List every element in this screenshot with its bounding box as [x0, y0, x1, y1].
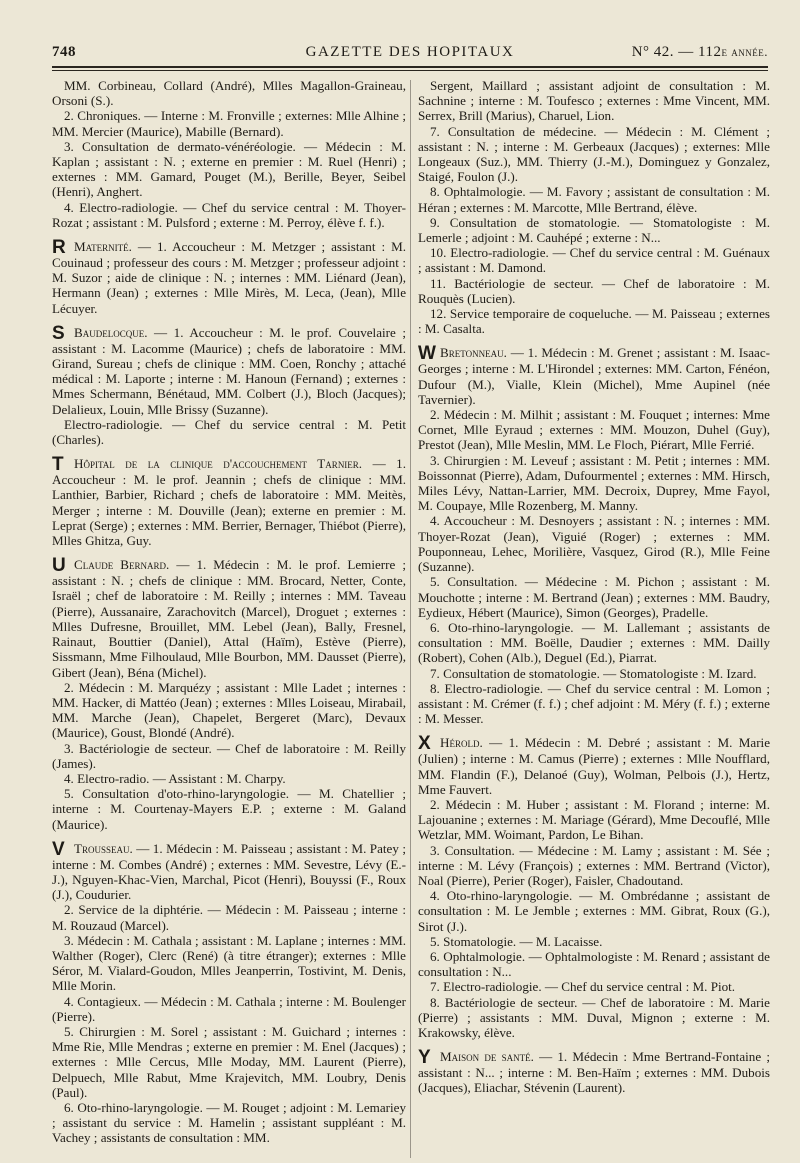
column-divider	[410, 80, 411, 1158]
entry-text: 10. Electro-radiologie. — Chef du service central : M. Guénaux ; assistant : M. Damond.	[418, 245, 770, 276]
entry-paragraph	[418, 949, 770, 979]
section-letter: Y	[418, 1047, 431, 1069]
entry-paragraph	[52, 933, 406, 994]
entry-text: 4. Accoucheur : M. Desnoyers ; assistant : N. ; internes : MM. Thoyer-Rozat (Jean), Viguié (Roger) ; externes : MM. Pouponneau, Lehec, Morilière, Vasquez, Girod (R.), Mlle Feine (Suzanne).	[418, 513, 770, 575]
entry-text: 6. Oto-rhino-laryngologie. — M. Lallemant ; assistants de consultation : MM. Boëlle, Daudier ; externes : MM. Dailly (Robert), Cohen (Alb.), Deguel (Ed.), Piarrat.	[418, 619, 770, 666]
entry-text: 4. Electro-radiologie. — Chef du service central : M. Thoyer-Rozat ; assistant : M. Pulsford ; externe : M. Perroy, élève f. f.).	[52, 199, 406, 230]
entry-text: 3. Médecin : M. Cathala ; assistant : M. Laplane ; internes : MM. Walther (Roger), Clerc (René) (à titre étranger); externes : Mlle Séror, M. Vialard-Goudon, Mlles Jeanperrin, Tostivint, M. Denis, Mlle Morin.	[52, 932, 406, 994]
entry-paragraph	[418, 574, 770, 620]
hospital-entry	[418, 735, 770, 1040]
entry-paragraph	[418, 407, 770, 453]
entry-text: 4. Electro-radio. — Assistant : M. Charpy.	[64, 770, 286, 786]
entry-paragraph	[418, 843, 770, 889]
entry-text: 11. Bactériologie de secteur. — Chef de laboratoire : M. Rouquès (Lucien).	[418, 275, 770, 306]
entry-paragraph	[52, 680, 406, 741]
continued-entry	[418, 78, 770, 336]
right-column	[418, 78, 770, 1158]
entry-text: 3. Consultation de dermato-vénéréologie. — Médecin : M. Kaplan ; assistant : N. ; externe en premier : M. Ruel (Henri) ; externes : MM. Gamard, Pouget (M.), Berille, Beyer, Seibel (Henri), Anghert.	[52, 138, 406, 200]
entry-paragraph	[52, 786, 406, 832]
section-letter: W	[418, 343, 436, 365]
entry-paragraph	[52, 741, 406, 771]
entry-paragraph	[418, 306, 770, 336]
entry-text: 8. Bactériologie de secteur. — Chef de laboratoire : M. Marie (Pierre) ; assistants : MM. Duval, Mignon ; externe : M. Krakowsky, élève.	[418, 994, 770, 1040]
hospital-entry	[52, 239, 406, 316]
hospital-entry	[418, 345, 770, 726]
entry-text: 5. Consultation. — Médecine : M. Pichon ; assistant : M. Mouchotte ; interne : M. Bertrand (Jean) ; externes : MM. Baudry, Eydieux, Hébert (Maurice), Simon (Georges), Pradelle.	[418, 574, 770, 620]
entry-paragraph	[52, 200, 406, 230]
entry-text: — 1. Médecin : M. Debré ; assistant : M. Marie (Julien) ; interne : M. Camus (Pierre) ; externes : Mlle Noufflard, MM. Flandin (F.), Delanoé (Guy), Wolman, Pelbois (J.), Hertz, Mme Fauvert.	[418, 735, 770, 797]
left-column	[52, 78, 406, 1158]
entry-text: — 1. Accoucheur : M. le prof. Couvelaire ; assistant : M. Lacomme (Maurice) ; chefs de laboratoire : MM. Girand, Sureau ; chefs de clinique : MM. Coen, Ronchy ; attaché médical : M. Laporte ; interne : M. Hanoun (Fernand) ; externes : Mmes Schermann, Bénétaud, MM. Colbert (J.), Bloch (Jacques); Delalieux, Louin, Mlle Brissy (Suzanne).	[52, 324, 406, 417]
entry-text: 5. Chirurgien : M. Sorel ; assistant : M. Guichard ; internes : Mme Rie, Mlle Mendras ; externe en premier : M. Enel (Jacques) ; externes : Mlle Cercus, Mlle Moday, MM. Laurent (Pierre), Delpuech, Mlle Rabut, Mme Krajevitch, MM. Loubry, Denis (Paul).	[52, 1023, 406, 1100]
page-header	[52, 40, 768, 68]
entry-text: 4. Oto-rhino-laryngologie. — M. Ombrédanne ; assistant de consultation : M. Le Jemble ; externes : MM. Gibrat, Roux (G.), Sirot (J.).	[418, 888, 770, 934]
hospital-name: Claude Bernard.	[74, 557, 170, 573]
entry-text: 4. Contagieux. — Médecin : M. Cathala ; interne : M. Boulenger (Pierre).	[52, 993, 406, 1024]
entry-paragraph	[418, 995, 770, 1041]
journal-title: GAZETTE DES HOPITAUX	[305, 44, 515, 60]
entry-text: 5. Stomatologie. — M. Lacaisse.	[430, 933, 603, 949]
entry-text: 7. Electro-radiologie. — Chef du service central : M. Piot.	[430, 979, 736, 995]
entry-text: 7. Consultation de stomatologie. — Stomatologiste : M. Izard.	[430, 665, 757, 681]
entry-text: 3. Chirurgien : M. Leveuf ; assistant : M. Petit ; internes : MM. Boissonnat (Pierre), Adam, Dufourmentel ; externes : MM. Hirsch, Miles Lévy, Nattan-Larrier, MM. Decroix, Duprey, Mme Fayol, M. Coupaye, Mlle Rozenberg, M. Manny.	[418, 452, 770, 514]
entry-text: 2. Médecin : M. Milhit ; assistant : M. Fouquet ; internes: Mme Cornet, Mlle Eyraud ; externes : MM. Mouzon, Duhel (Guy), Prestot (Jean), Mlle Meslin, MM. Le Floch, Piérart, Mlle Ferrié.	[418, 407, 770, 453]
entry-paragraph	[418, 735, 770, 797]
hospital-name: Bretonneau.	[440, 345, 507, 361]
entry-paragraph	[418, 797, 770, 843]
entry-text: — 1. Accoucheur : M. Metzger ; assistant : M. Couinaud ; professeur des cours : M. Metzger ; professeur adjoint : M. Suzor ; aide de clinique : N. ; internes : MM. Liénard (Jean), Hermann (Jean) ; externes : Mlle Mirès, M. Leca, (Jean), Mlle Lécuyer.	[52, 239, 406, 316]
entry-text: 7. Consultation de médecine. — Médecin : M. Clément ; assistant : N. ; interne : M. Gerbeaux (Jacques) ; externes: Mlle Longeaux (Suz.), MM. Thierry (J.-M.), Dominguez y Gonzalez, Staigé, Foulon (J.).	[418, 123, 770, 185]
entry-paragraph	[418, 681, 770, 727]
entry-text: 6. Ophtalmologie. — Ophtalmologiste : M. Renard ; assistant de consultation : N...	[418, 948, 770, 980]
entry-text: — 1. Médecin : M. Grenet ; assistant : M. Isaac-Georges ; interne : M. L'Hirondel ; externes: MM. Carton, Fénéon, Dufour (M.), Vialle, Klein (Michel), Mme Aupinel (née Tavernier).	[418, 345, 770, 407]
hospital-name: Hôpital de la clinique d'accouchement Tarnier.	[74, 456, 363, 472]
entry-text: Sergent, Maillard ; assistant adjoint de consultation : M. Sachnine ; interne : M. Toufesco ; externes : Mme Vincent, MM. Serrex, Brill (Marius), Charuel, Lion.	[418, 78, 770, 124]
entry-text: 2. Médecin : M. Marquézy ; assistant : Mlle Ladet ; internes : MM. Hacker, di Mattéo (Jean) ; externes : Mlles Loiseau, Mirabail, MM. Marche (Jean), Chapelet, Bergeret (Marc), Devaux (Maurice), Goust, Blondé (André).	[52, 679, 406, 741]
entry-text: 2. Service de la diphtérie. — Médecin : M. Paisseau ; interne : M. Rouzaud (Marcel).	[52, 902, 406, 933]
entry-text: 3. Consultation. — Médecine : M. Lamy ; assistant : M. Sée ; interne : M. Lévy (François) ; externes : MM. Bertrand (Victor), Noal (Pierre), Perier (Roger), Faisler, Chadoutand.	[418, 842, 770, 888]
hospital-name: Trousseau.	[74, 840, 133, 856]
entry-text: MM. Corbineau, Collard (André), Mlles Magallon-Graineau, Orsoni (S.).	[52, 78, 406, 109]
entry-paragraph	[418, 124, 770, 185]
entry-paragraph	[418, 78, 770, 124]
entry-paragraph	[418, 345, 770, 407]
entry-paragraph	[418, 513, 770, 574]
entry-text: 9. Consultation de stomatologie. — Stomatologiste : M. Lemerle ; adjoint : M. Cauhépé ; externe : N...	[418, 214, 770, 246]
hospital-name: Baudelocque.	[74, 324, 148, 340]
section-letter: V	[52, 838, 65, 860]
entry-text: 8. Ophtalmologie. — M. Favory ; assistant de consultation : M. Héran ; externes : M. Marcotte, Mlle Bertrand, élève.	[418, 184, 770, 215]
section-letter: X	[418, 733, 431, 755]
entry-paragraph	[52, 838, 406, 903]
entry-paragraph	[52, 1100, 406, 1146]
hospital-entry	[52, 557, 406, 831]
entry-paragraph	[52, 902, 406, 932]
section-letter: U	[52, 555, 66, 577]
entry-paragraph	[52, 322, 406, 417]
entry-text: — 1. Médecin : M. le prof. Lemierre ; assistant : N. ; chefs de clinique : MM. Brocard, Netter, Conte, Israël ; chef de laboratoire : M. Reilly ; internes : MM. Taveau (Pierre), Aussanaire, Zarachovitch (Marcel), Droguet ; externes : Mlles Dufresne, Brouillet, MM. Lebel (Jean), Bally, Fresnel, Rainaut, Bouttier (Daniel), Attal (Haïm), Estève (Pierre), Sissmann, Mme Filhoulaud, Mlle Bourbon, MM. Dausset (Pierre), Gibert (Jean), Béna (Michel).	[52, 557, 406, 680]
hospital-entry	[52, 322, 406, 448]
entry-paragraph	[418, 934, 770, 949]
entry-text: — 1. Accoucheur : M. le prof. Jeannin ; chefs de clinique : MM. Lanthier, Barbier, Richard ; chefs de laboratoire : MM. Meitès, Merger ; interne : M. Douville (Jean); externe en premier : M. Leprat (Serge) ; externes : MM. Berrier, Bernager, Thiébot (Pierre), Mlles Ghitza, Guy.	[52, 456, 406, 549]
issue-number	[632, 44, 768, 61]
entry-paragraph	[52, 108, 406, 138]
hospital-entry	[52, 456, 406, 548]
hospital-entry	[418, 1049, 770, 1095]
entry-paragraph	[418, 979, 770, 994]
entry-text: 5. Consultation d'oto-rhino-laryngologie. — M. Chatellier ; interne : M. Courtenay-Mayers E.P. ; externe : M. Galand (Maurice).	[52, 786, 406, 832]
entry-text: 3. Bactériologie de secteur. — Chef de laboratoire : M. Reilly (James).	[52, 740, 406, 771]
entry-text: 2. Médecin : M. Huber ; assistant : M. Florand ; interne: M. Lajouanine ; externes : M. Mariage (Gérard), Mme Decouflé, Mlle Wetzlar, MM. Woimant, Pardon, Le Bihan.	[418, 796, 770, 843]
entry-text: Electro-radiologie. — Chef du service central : M. Petit (Charles).	[52, 416, 406, 448]
hospital-name: Hérold.	[440, 735, 483, 751]
entry-paragraph	[52, 239, 406, 316]
entry-paragraph	[418, 245, 770, 275]
entry-text: 2. Chroniques. — Interne : M. Fronville ; externes: Mlle Alhine ; MM. Mercier (Maurice), Mabille (Bernard).	[52, 108, 406, 139]
hospital-entry	[52, 838, 406, 1146]
entry-paragraph	[52, 456, 406, 548]
section-letter: R	[52, 237, 66, 259]
entry-paragraph	[418, 620, 770, 666]
entry-text: 8. Electro-radiologie. — Chef du service central : M. Lomon ; assistant : M. Crémer (f. f.) ; chef adjoint : M. Méry (f. f.) ; externe : M. Messer.	[418, 680, 770, 727]
section-letter: T	[52, 454, 64, 476]
entry-paragraph	[52, 557, 406, 679]
entry-paragraph	[52, 771, 406, 786]
page-number: 748	[52, 44, 76, 60]
entry-paragraph	[418, 184, 770, 214]
continued-entry	[52, 78, 406, 230]
entry-text: 6. Oto-rhino-laryngologie. — M. Rouget ; adjoint : M. Lemariey ; assistant du service : M. Hamelin ; assistant suppléant : M. Vachey ; assistants de consultation : MM.	[52, 1099, 406, 1146]
hospital-name: Maternité.	[74, 239, 132, 255]
entry-paragraph	[418, 215, 770, 245]
entry-paragraph	[52, 1024, 406, 1100]
hospital-name: Maison de santé.	[440, 1049, 534, 1065]
issue-suffix: e année.	[721, 44, 768, 59]
entry-paragraph	[418, 888, 770, 934]
entry-text: — 1. Médecin : M. Paisseau ; assistant : M. Patey ; interne : M. Combes (André) ; externes : MM. Sevestre, Lévy (E.-J.), Nguyen-Khac-Vien, Marchal, Picot (Henri), Bouyssi (F., Roux (J.), Coudurier.	[52, 840, 406, 903]
entry-text: 12. Service temporaire de coqueluche. — M. Paisseau ; externes : M. Casalta.	[418, 306, 770, 337]
entry-paragraph	[52, 78, 406, 108]
entry-paragraph	[52, 417, 406, 447]
issue-label: N° 42. — 112	[631, 44, 722, 60]
entry-paragraph	[418, 1049, 770, 1095]
section-letter: S	[52, 322, 65, 344]
entry-paragraph	[52, 139, 406, 200]
entry-paragraph	[418, 453, 770, 514]
entry-paragraph	[52, 994, 406, 1024]
entry-paragraph	[418, 276, 770, 306]
entry-text: — 1. Médecin : Mme Bertrand-Fontaine ; assistant : N... ; interne : M. Ben-Haïm ; externes : MM. Dubois (Jacques), Eliachar, Stévenin (Laurent).	[418, 1049, 770, 1096]
entry-paragraph	[418, 666, 770, 681]
